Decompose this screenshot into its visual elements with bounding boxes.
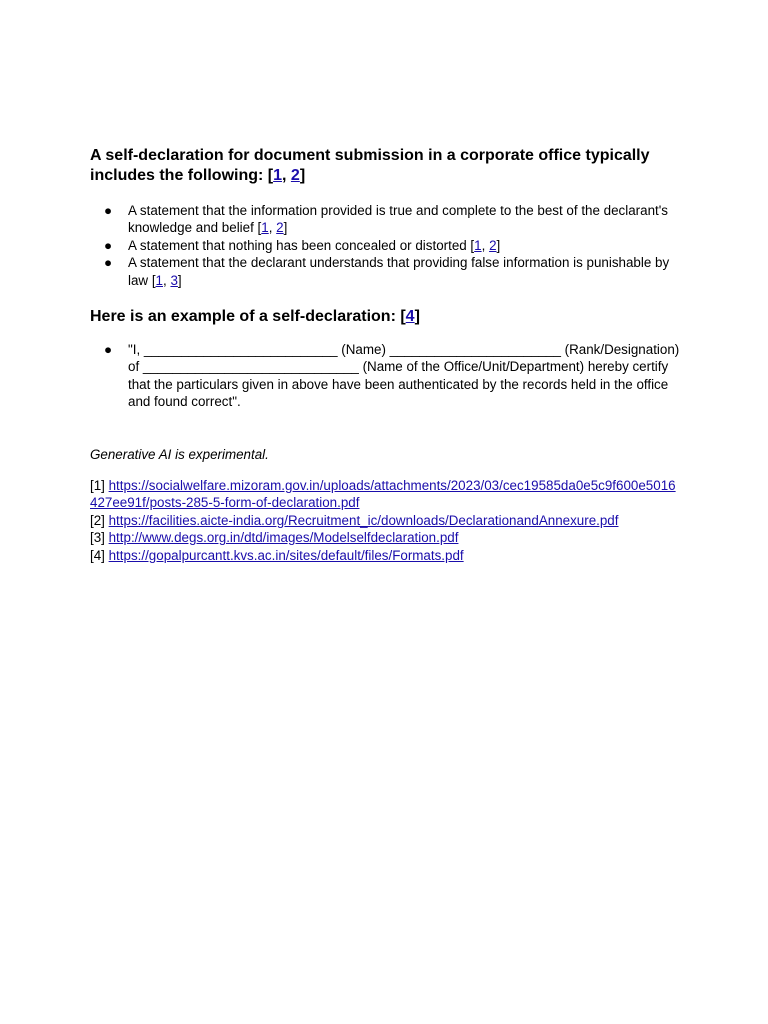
citation-link-4[interactable]: 4 [405,308,415,326]
reference-link-4[interactable]: https://gopalpurcantt.kvs.ac.in/sites/default/files/Formats.pdf [108,547,464,563]
example-declaration-text: "I, __________________________ (Name) _______________________ (Rank/Designation) of _____________________________ (Name of the Office/Unit/Department) hereby certify that the particulars given in above have been authenticated by the records held in the office and found correct". [128,342,680,410]
citation-link-1[interactable]: 1 [474,237,482,253]
list-item: ● A statement that the declarant understands that providing false information is punishable by law [1, 3] [104,255,670,288]
generative-ai-note: Generative AI is experimental. [90,446,269,462]
list-item: ● A statement that nothing has been concealed or distorted [1, 2] [104,237,501,253]
reference-item: [1] https://socialwelfare.mizoram.gov.in/uploads/attachments/2023/03/cec19585da0e5c9f600e5016427ee91f/posts-285-5-form-of-declaration.pdf [90,478,676,511]
references-list [90,477,680,564]
reference-item: [3] http://www.degs.org.in/dtd/images/Modelselfdeclaration.pdf [90,530,459,546]
citation-link-1[interactable]: 1 [261,220,269,236]
citation-link-2[interactable]: 2 [489,237,497,253]
reference-item: [4] https://gopalpurcantt.kvs.ac.in/sites/default/files/Formats.pdf [90,547,464,563]
heading-example: Here is an example of a self-declaration: [4] [90,308,420,326]
reference-item: [2] https://facilities.aicte-india.org/Recruitment_ic/downloads/DeclarationandAnnexure.pdf [90,512,619,528]
citation-link-2[interactable]: 2 [290,167,300,184]
bullet-icon: ● [104,203,113,218]
list-item: ● A statement that the information provided is true and complete to the best of the declarant's knowledge and belief [1, 2] [104,203,668,236]
reference-link-3[interactable]: http://www.degs.org.in/dtd/images/Modelselfdeclaration.pdf [108,530,459,546]
citation-link-2[interactable]: 2 [276,220,284,236]
heading-self-declaration: A self-declaration for document submission in a corporate office typically includes the following: [1, 2] [90,147,650,184]
citation-link-1[interactable]: 1 [155,272,163,288]
reference-link-2[interactable]: https://facilities.aicte-india.org/Recruitment_ic/downloads/DeclarationandAnnexure.pdf [108,512,619,528]
requirements-list [90,202,680,289]
bullet-icon: ● [104,342,113,358]
bullet-icon: ● [104,237,113,253]
bullet-icon: ● [104,255,113,271]
reference-link-1[interactable]: https://socialwelfare.mizoram.gov.in/uploads/attachments/2023/03/cec19585da0e5c9f600e5016427ee91f/posts-285-5-form-of-declaration.pdf [90,478,676,511]
citation-link-1[interactable]: 1 [273,167,283,184]
document-content [90,146,680,564]
list-item [90,341,680,411]
example-list [90,341,680,411]
citation-link-3[interactable]: 3 [170,272,178,288]
